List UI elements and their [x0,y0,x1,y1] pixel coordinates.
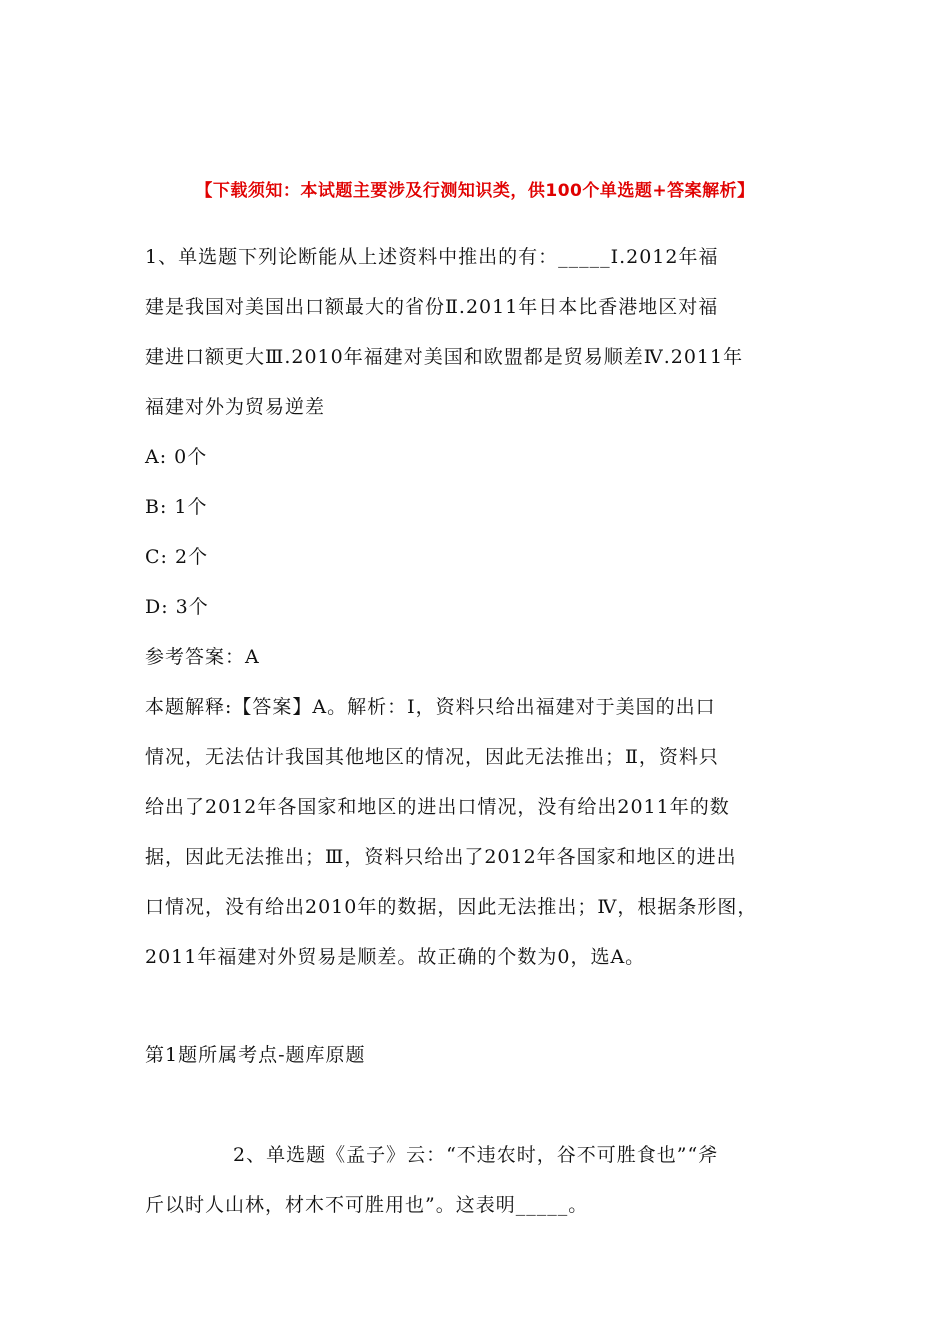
spacer [145,982,810,1030]
question-1-stem [145,232,810,432]
question-2-stem-line: 斤以时人山林，材木不可胜用也”。这表明_____。 [145,1194,589,1216]
question-2-stem [145,1130,810,1230]
option-c: C: 2个 [145,546,209,568]
question-1-stem-line: 建是我国对美国出口额最大的省份Ⅱ.2011年日本比香港地区对福 [145,296,719,318]
explanation-line: 本题解释:【答案】A。解析：Ⅰ，资料只给出福建对于美国的出口 [145,696,716,718]
explanation-line: 情况，无法估计我国其他地区的情况，因此无法推出；Ⅱ，资料只 [145,746,719,768]
explanation-line: 口情况，没有给出2010年的数据，因此无法推出；Ⅳ，根据条形图， [145,896,758,918]
question-2-stem-line: 2、单选题《孟子》云：“不违农时，谷不可胜食也”“斧 [233,1144,719,1166]
download-notice: 【下载须知：本试题主要涉及行测知识类，供100个单选题+答案解析】 [195,181,755,201]
option-a: A: 0个 [145,446,208,468]
question-1-stem-line: 1、单选题下列论断能从上述资料中推出的有：_____Ⅰ.2012年福 [145,246,719,268]
option-b: B: 1个 [145,496,208,518]
explanation-line: 据，因此无法推出；Ⅲ，资料只给出了2012年各国家和地区的进出 [145,846,737,868]
option-d: D: 3个 [145,596,209,618]
question-1-explanation [145,682,810,982]
explanation-line: 给出了2012年各国家和地区的进出口情况，没有给出2011年的数 [145,796,730,818]
spacer [145,1080,810,1130]
question-1-topic: 第1题所属考点-题库原题 [145,1044,366,1066]
reference-answer: 参考答案：A [145,646,260,668]
question-content [145,232,810,1230]
question-1-stem-line: 建进口额更大Ⅲ.2010年福建对美国和欧盟都是贸易顺差Ⅳ.2011年 [145,346,744,368]
question-1-stem-line: 福建对外为贸易逆差 [145,396,326,418]
explanation-line: 2011年福建对外贸易是顺差。故正确的个数为0，选A。 [145,946,646,968]
question-1-options [145,432,810,632]
